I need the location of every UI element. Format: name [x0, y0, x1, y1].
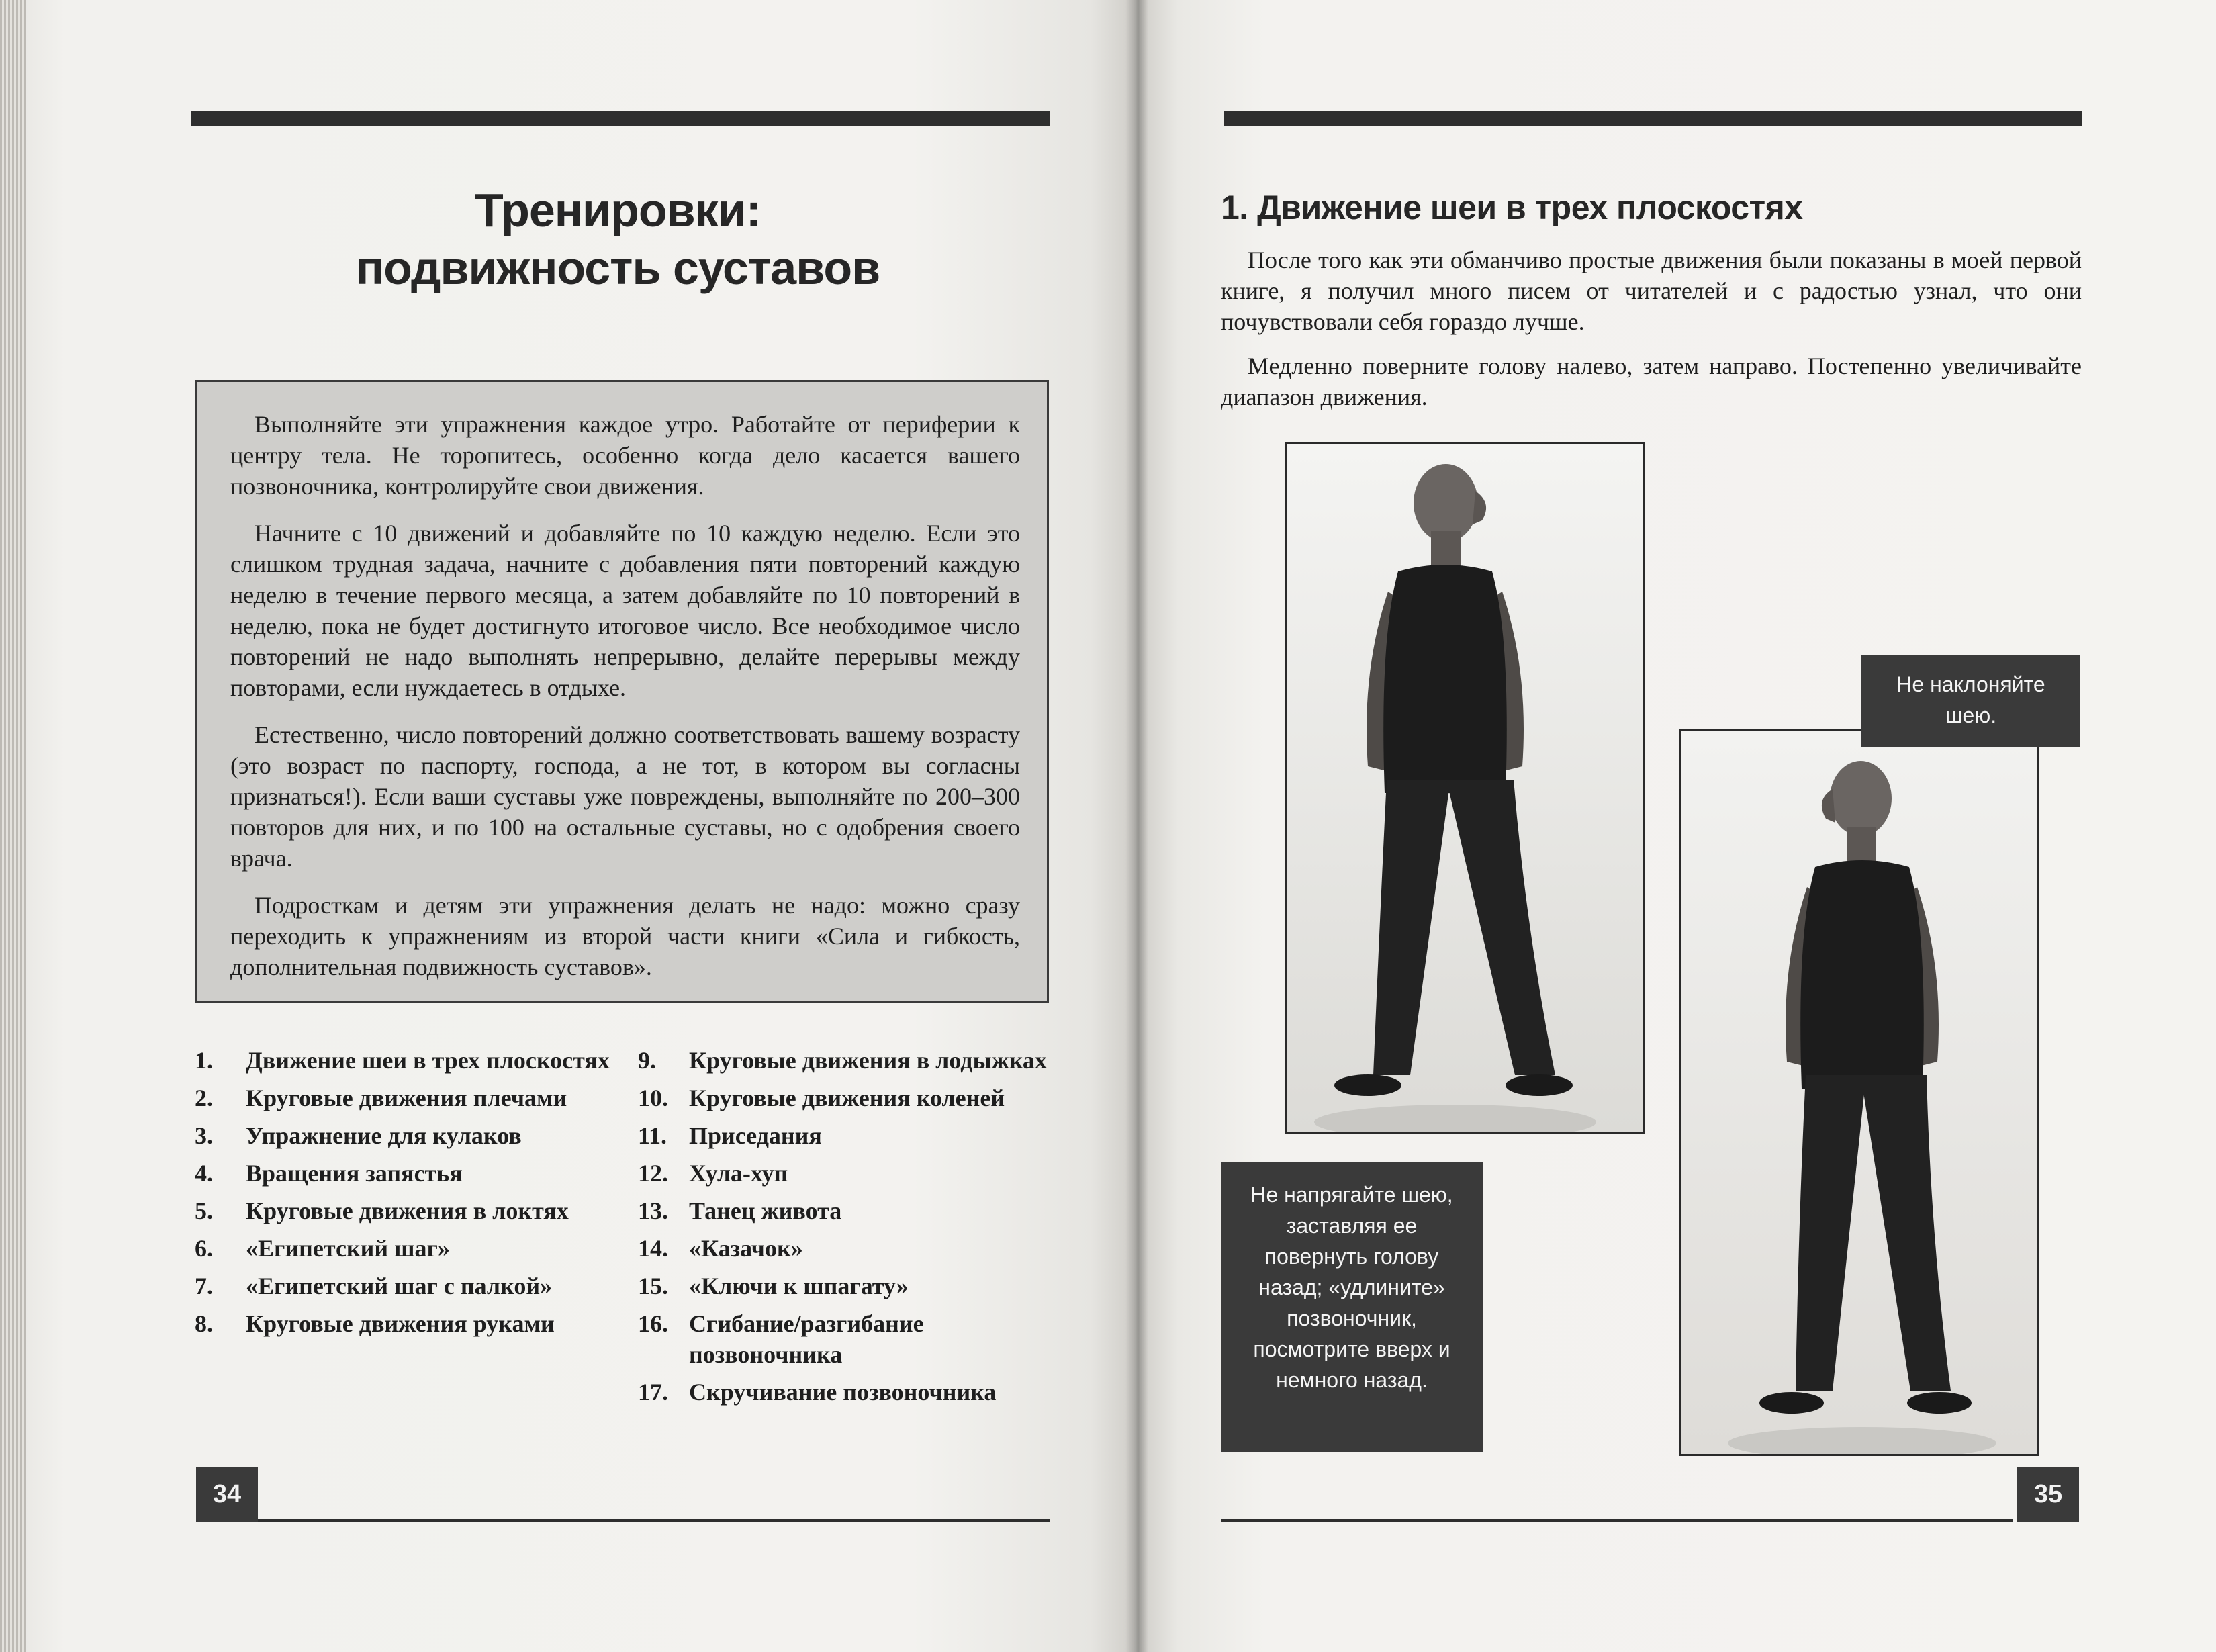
list-item-text: Круговые движения руками	[246, 1310, 555, 1337]
man-figure-image	[1681, 731, 2037, 1454]
list-item-number: 9.	[638, 1047, 656, 1074]
list-item	[195, 1308, 611, 1339]
list-item-text: Круговые движения коленей	[689, 1085, 1005, 1111]
list-item	[638, 1120, 1068, 1151]
list-item-text: Приседания	[689, 1122, 822, 1149]
list-item	[638, 1233, 1068, 1264]
list-item-text: Сгибание/разгибание позвоночника	[689, 1310, 924, 1368]
list-item-number: 13.	[638, 1197, 668, 1224]
caption-do-not-tilt: Не наклоняйте шею.	[1861, 655, 2080, 747]
list-item-number: 16.	[638, 1310, 668, 1337]
list-item-number: 15.	[638, 1273, 668, 1299]
intro-paragraph: После того как эти обманчиво простые движения были показаны в моей первой книге, я получил много писем от читателей и с радостью узнал, что они почувствовали себя гораздо лучше.	[1221, 246, 2082, 335]
list-item	[638, 1308, 1068, 1370]
list-item-number: 5.	[195, 1197, 213, 1224]
list-item-number: 12.	[638, 1160, 668, 1187]
list-item-text: «Ключи к шпагату»	[689, 1273, 909, 1299]
list-item-number: 4.	[195, 1160, 213, 1187]
list-item	[638, 1195, 1068, 1226]
list-item	[195, 1271, 611, 1301]
instructions-paragraph: Подросткам и детям эти упражнения делать не надо: можно сразу переходить к упражнениям из второй части книги «Сила и гибкость, дополнительная подвижность суставов».	[230, 892, 1020, 980]
list-item-text: Хула-хуп	[689, 1160, 788, 1187]
list-item	[195, 1083, 611, 1113]
left-bottom-rule	[258, 1519, 1050, 1522]
page-number-left: 34	[196, 1467, 258, 1522]
list-item	[638, 1377, 1068, 1408]
exercise-list-col1	[195, 1045, 611, 1346]
list-item-text: «Казачок»	[689, 1235, 803, 1262]
list-item-text: Упражнение для кулаков	[246, 1122, 522, 1149]
instructions-box	[195, 380, 1049, 1003]
list-item-text: Движение шеи в трех плоскостях	[246, 1047, 610, 1074]
photo-head-turn-right	[1285, 442, 1645, 1134]
list-item-number: 14.	[638, 1235, 668, 1262]
list-item-text: «Египетский шаг»	[246, 1235, 450, 1262]
instructions-paragraph: Начните с 10 движений и добавляйте по 10 каждую неделю. Если это слишком трудная задача, начните с добавления пяти повторений каждую неделю в течение первого месяца, а затем добавляйте по 10 повторений в неделю, пока не будет достигнуто итоговое число. Все необходимое число повторений не надо выполнять непрерывно, делайте перерывы между повторами, если нуждаетесь в отдыхе.	[230, 520, 1020, 701]
list-item-number: 8.	[195, 1310, 213, 1337]
list-item	[195, 1233, 611, 1264]
list-item-number: 11.	[638, 1122, 667, 1149]
list-item-text: Круговые движения плечами	[246, 1085, 567, 1111]
title-line-2: подвижность суставов	[355, 242, 880, 294]
instructions-paragraph: Естественно, число повторений должно соответствовать вашему возрасту (это возраст по паспорту, господа, а не тот, в котором вы согласны признаться!). Если ваши суставы уже повреждены, выполняйте по 200–300 повторов для них, и по 100 на остальные суставы, но с одобрения своего врача.	[230, 721, 1020, 872]
list-item	[195, 1158, 611, 1189]
title-line-1: Тренировки:	[474, 184, 761, 236]
list-item	[638, 1158, 1068, 1189]
list-item-text: Скручивание позвоночника	[689, 1379, 997, 1406]
right-top-bar	[1224, 111, 2082, 126]
instruction-paragraph: Медленно поверните голову налево, затем направо. Постепенно увеличивайте диапазон движения.	[1221, 353, 2082, 410]
list-item-text: Вращения запястья	[246, 1160, 463, 1187]
list-item-number: 10.	[638, 1085, 668, 1111]
page-number-right: 35	[2017, 1467, 2079, 1522]
list-item	[638, 1083, 1068, 1113]
list-item-number: 2.	[195, 1085, 213, 1111]
list-item-text: Круговые движения в локтях	[246, 1197, 569, 1224]
section-title: 1. Движение шеи в трех плоскостях	[1221, 189, 1803, 226]
list-item	[638, 1045, 1068, 1076]
list-item-number: 7.	[195, 1273, 213, 1299]
list-item-number: 17.	[638, 1379, 668, 1406]
list-item	[195, 1195, 611, 1226]
list-item-number: 1.	[195, 1047, 213, 1074]
list-item-number: 6.	[195, 1235, 213, 1262]
page-edges	[0, 0, 26, 1652]
left-top-bar	[191, 111, 1050, 126]
photo-head-turn-left	[1679, 729, 2039, 1456]
right-bottom-rule	[1221, 1519, 2013, 1522]
list-item	[195, 1045, 611, 1076]
man-figure-image	[1287, 444, 1643, 1132]
book-gutter	[1125, 0, 1148, 1652]
list-item-text: Танец живота	[689, 1197, 842, 1224]
exercise-list-col2	[638, 1045, 1068, 1414]
instructions-paragraph: Выполняйте эти упражнения каждое утро. Работайте от периферии к центру тела. Не торопитесь, особенно когда дело касается вашего позвоночника, контролируйте свои движения.	[230, 411, 1020, 500]
caption-do-not-strain: Не напрягайте шею, заставляя ее повернуть голову назад; «удлините» позвоночник, посмотрите вверх и немного назад.	[1221, 1162, 1483, 1452]
list-item	[638, 1271, 1068, 1301]
page-title	[282, 181, 954, 297]
list-item	[195, 1120, 611, 1151]
list-item-number: 3.	[195, 1122, 213, 1149]
list-item-text: «Египетский шаг с палкой»	[246, 1273, 553, 1299]
list-item-text: Круговые движения в лодыжках	[689, 1047, 1047, 1074]
